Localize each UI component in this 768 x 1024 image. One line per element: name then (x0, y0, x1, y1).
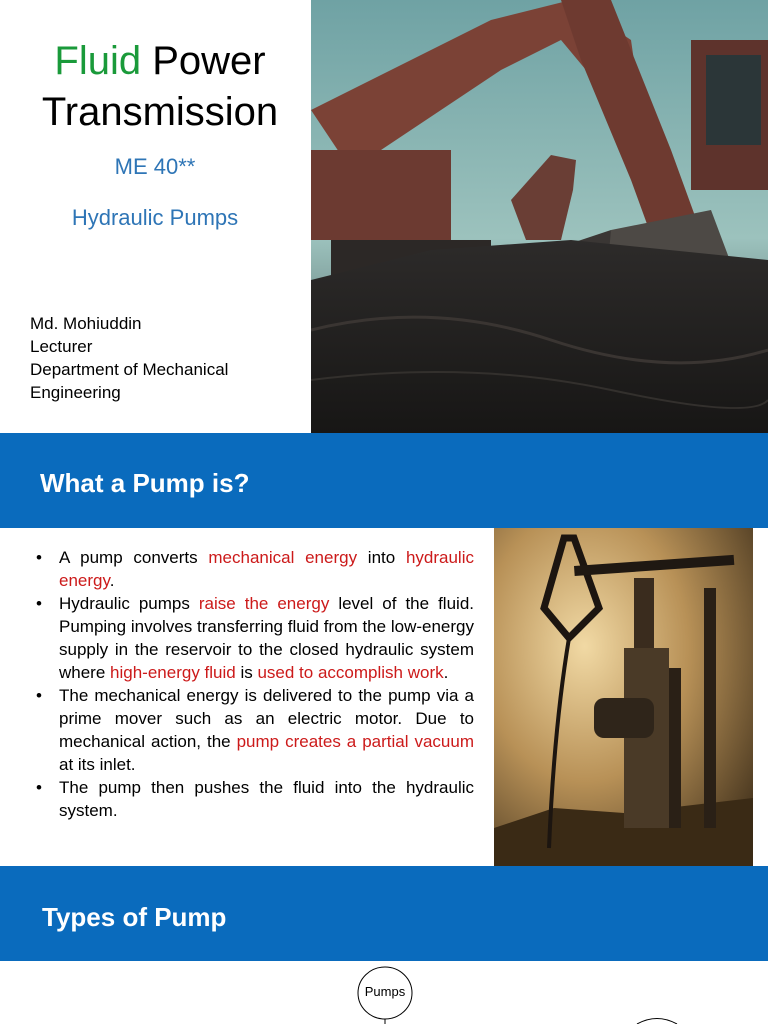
highlight-text: high-energy fluid (110, 663, 236, 682)
bullet-item (36, 592, 474, 684)
author-name: Md. Mohiuddin (30, 314, 142, 333)
section-title: What a Pump is? (40, 468, 250, 498)
topic-subtitle: Hydraulic Pumps (71, 205, 239, 230)
highlight-text: hydraulic energy (59, 548, 474, 590)
bullet-text: . (443, 663, 449, 682)
author-dept-line1: Department of Mechanical (30, 360, 229, 379)
title-line2: Transmission (41, 90, 279, 134)
title-word: Power (152, 39, 266, 83)
bullet-text: The mechanical energy is delivered to the pump via a prime mover such as an electric motor. Due to mechanical action, the (59, 686, 474, 751)
pumps-root-node: Pumps (364, 984, 406, 999)
bullet-item (36, 546, 474, 592)
bullet-list (36, 546, 474, 822)
bullet-dot: • (36, 686, 42, 705)
bullet-text: level of the fluid. Pumping involves transferring fluid from the low-energy supply in the reservoir to the closed hydraulic system where (59, 594, 474, 682)
bullet-text: The pump then pushes the fluid into the hydraulic system. (59, 778, 474, 820)
bullet-text: is (235, 663, 258, 682)
pump-types-diagram (0, 961, 768, 1024)
section-header-types (0, 866, 768, 961)
highlight-text: pump creates a partial vacuum (236, 732, 474, 751)
bullet-dot: • (36, 548, 42, 567)
title-accent-word: Fluid (54, 39, 142, 83)
bullet-item (36, 776, 474, 822)
bullet-text: A pump converts (59, 548, 209, 567)
author-block (30, 312, 300, 404)
section-header-what-pump (0, 433, 768, 528)
bullet-item (36, 684, 474, 776)
highlight-text: used to accomplish work (257, 663, 444, 682)
highlight-text: raise the energy (198, 594, 330, 613)
author-role: Lecturer (30, 337, 93, 356)
slide-title (0, 36, 320, 138)
bullet-dot: • (36, 778, 42, 797)
highlight-text: mechanical energy (208, 548, 358, 567)
pump-definition-slide (0, 528, 768, 866)
course-code: ME 40** (114, 154, 196, 179)
excavator-photo (311, 0, 768, 433)
bullet-text: at its inlet. (59, 755, 136, 774)
bullet-text: into (357, 548, 406, 567)
title-slide (0, 0, 768, 433)
bullet-dot: • (36, 594, 42, 613)
pumpjack-photo (494, 528, 753, 866)
bullet-text: Hydraulic pumps (59, 594, 199, 613)
bullet-text: . (109, 571, 115, 590)
section-title: Types of Pump (42, 902, 227, 932)
author-dept-line2: Engineering (30, 383, 121, 402)
